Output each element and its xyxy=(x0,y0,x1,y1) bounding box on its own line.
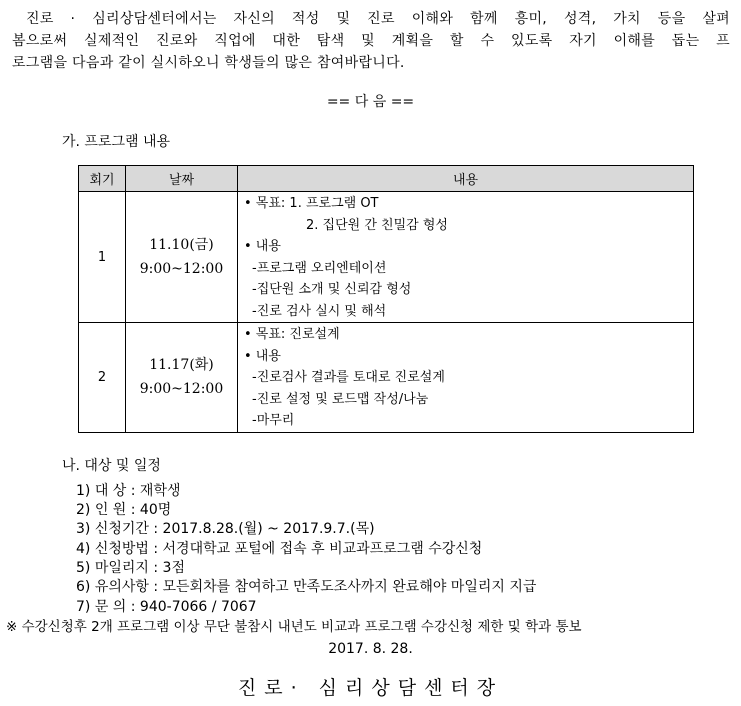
schedule-item: 6) 유의사항 : 모든회차를 참여하고 만족도조사까지 완료해야 마일리지 지급 xyxy=(76,579,537,595)
content-line: • 내용 xyxy=(244,239,281,254)
content-line: -집단원 소개 및 신뢰감 형성 xyxy=(252,282,412,297)
intro-line: 봄으로써 실제적인 진로와 직업에 대한 탐색 및 계획을 할 수 있도록 자기 이해를 돕는 프 xyxy=(12,33,730,49)
table-row xyxy=(79,323,694,433)
session-date-cell xyxy=(126,323,238,433)
content-line: • 목표: 진로설계 xyxy=(244,327,340,342)
content-line: • 내용 xyxy=(244,348,281,364)
table-header-row xyxy=(79,166,694,192)
schedule-item: 5) 마일리지 : 3점 xyxy=(76,560,185,576)
session-number: 1 xyxy=(79,192,126,323)
content-line: -진로 설정 및 로드맵 작성/나눔 xyxy=(252,391,429,407)
session-number: 2 xyxy=(79,323,126,433)
notice-text: ※ 수강신청후 2개 프로그램 이상 무단 불참시 내년도 비교과 프로그램 수강신청 제한 및 학과 통보 xyxy=(6,619,582,635)
session-time: 9:00~12:00 xyxy=(139,261,224,277)
session-content xyxy=(238,192,694,323)
content-line: -마무리 xyxy=(252,413,295,428)
session-date: 11.17(화) xyxy=(149,357,214,374)
intro-line: 진로 · 심리상담센터에서는 자신의 적성 및 진로 이해와 함께 흥미, 성격, 가치 등을 살펴 xyxy=(26,11,730,27)
content-line: -진로검사 결과를 토대로 진로설계 xyxy=(252,370,445,385)
session-content xyxy=(238,323,694,433)
schedule-item: 4) 신청방법 : 서경대학교 포털에 접속 후 비교과프로그램 수강신청 xyxy=(76,541,483,557)
header-content: 내용 xyxy=(238,166,694,192)
intro-line: 로그램을 다음과 같이 실시하오니 학생들의 많은 참여바랍니다. xyxy=(12,55,405,71)
content-line: -프로그램 오리엔테이션 xyxy=(252,260,387,276)
schedule-item: 3) 신청기간 : 2017.8.28.(월) ~ 2017.9.7.(목) xyxy=(76,521,375,537)
content-line: 2. 집단원 간 친밀감 형성 xyxy=(306,217,448,233)
session-date-cell xyxy=(126,192,238,323)
program-table xyxy=(78,165,694,433)
section-a-heading: 가. 프로그램 내용 xyxy=(62,134,171,150)
divider-heading: == 다 음 == xyxy=(326,94,415,110)
content-line: • 목표: 1. 프로그램 OT xyxy=(244,196,379,211)
header-date: 날짜 xyxy=(126,166,238,192)
section-b-heading: 나. 대상 및 일정 xyxy=(62,458,161,474)
content-line: -진로 검사 실시 및 해석 xyxy=(252,303,387,319)
table-row xyxy=(79,192,694,323)
session-time: 9:00~12:00 xyxy=(139,381,224,398)
session-date: 11.10(금) xyxy=(149,237,214,253)
document-date: 2017. 8. 28. xyxy=(328,641,413,657)
schedule-item: 1) 대 상 : 재학생 xyxy=(76,483,181,499)
schedule-item: 2) 인 원 : 40명 xyxy=(76,502,172,518)
schedule-item: 7) 문 의 : 940-7066 / 7067 xyxy=(76,599,257,615)
header-session: 회기 xyxy=(79,166,126,192)
signature-title: 진로· 심리상담센터장 xyxy=(237,677,504,699)
intro-paragraph xyxy=(12,8,730,74)
